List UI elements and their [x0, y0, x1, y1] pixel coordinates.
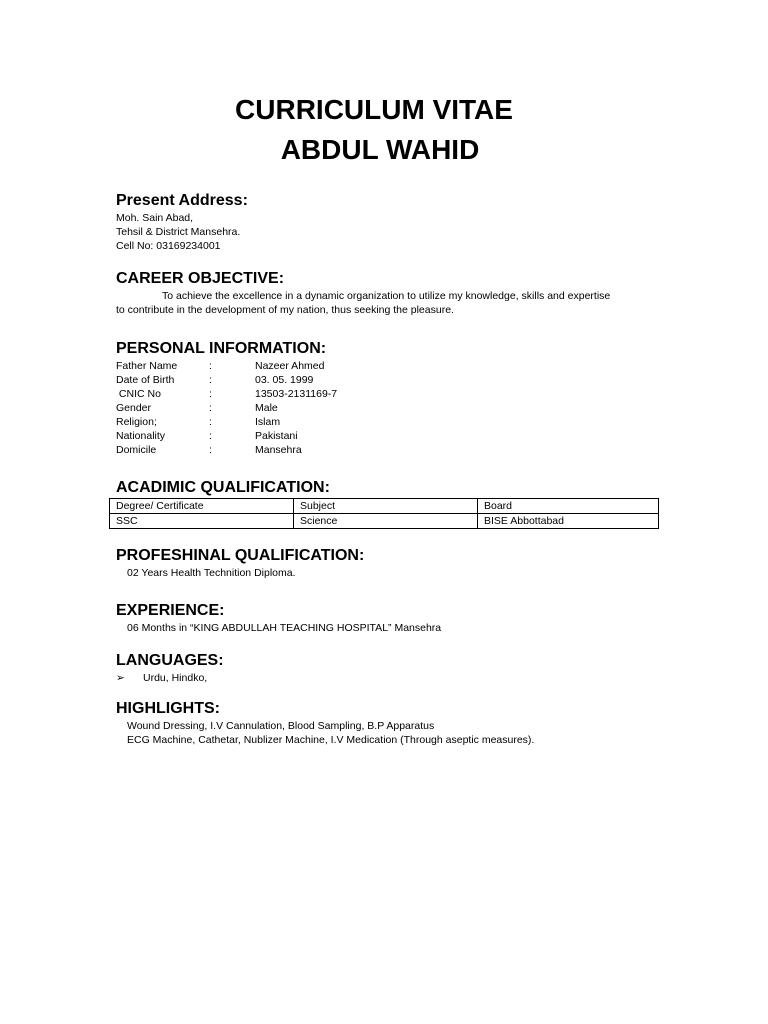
list-item-text: Urdu, Hindko,: [143, 672, 208, 684]
personal-row: [116, 373, 676, 387]
objective-section: [116, 271, 676, 317]
languages-section: [116, 653, 676, 685]
table-header-cell: Board: [478, 499, 659, 514]
personal-heading: PERSONAL INFORMATION:: [116, 340, 327, 357]
list-item-text: 06 Months in “KING ABDULLAH TEACHING HOSPITAL” Mansehra: [127, 622, 442, 634]
personal-value: 13503-2131169-7: [255, 388, 338, 400]
list-item-text: 02 Years Health Technition Diploma.: [127, 567, 296, 579]
table-header-cell: Subject: [294, 499, 478, 514]
experience-section: [116, 603, 676, 635]
address-line: Moh. Sain Abad,: [116, 212, 194, 224]
personal-value: Mansehra: [255, 444, 302, 456]
personal-label: Date of Birth: [116, 374, 175, 386]
list-item: [116, 733, 676, 747]
separator: :: [209, 374, 212, 386]
personal-row: [116, 401, 676, 415]
address-line: Tehsil & District Mansehra.: [116, 226, 241, 238]
personal-section: [116, 341, 676, 457]
personal-value: Pakistani: [255, 430, 298, 442]
separator: :: [209, 388, 212, 400]
separator: :: [209, 430, 212, 442]
list-item: [116, 719, 676, 733]
address-heading: Present Address:: [116, 192, 248, 209]
personal-label: Domicile: [116, 444, 157, 456]
highlights-section: [116, 701, 676, 747]
personal-value: Islam: [255, 416, 281, 428]
personal-row: [116, 443, 676, 457]
separator: :: [209, 416, 212, 428]
arrow-bullet-icon: ➢: [116, 672, 125, 684]
personal-label: Religion;: [116, 416, 157, 428]
list-item-text: ECG Machine, Cathetar, Nublizer Machine, I.V Medication (Through aseptic measures).: [127, 734, 535, 746]
list-item: [116, 621, 676, 635]
separator: :: [209, 444, 212, 456]
personal-row: [116, 387, 676, 401]
address-line: Cell No: 03169234001: [116, 240, 221, 252]
languages-heading: LANGUAGES:: [116, 652, 224, 669]
objective-text-line: To achieve the excellence in a dynamic organization to utilize my knowledge, skills and expertise: [162, 290, 611, 302]
highlights-heading: HIGHLIGHTS:: [116, 700, 220, 717]
academic-section: [116, 480, 676, 498]
separator: :: [209, 360, 212, 372]
personal-row: [116, 429, 676, 443]
academic-table: [109, 498, 659, 529]
address-section: [116, 193, 676, 253]
list-item: [116, 566, 676, 580]
table-cell: BISE Abbottabad: [478, 514, 659, 529]
personal-label: CNIC No: [116, 388, 161, 400]
experience-heading: EXPERIENCE:: [116, 602, 225, 619]
table-header-cell: Degree/ Certificate: [110, 499, 294, 514]
personal-value: Nazeer Ahmed: [255, 360, 325, 372]
personal-value: Male: [255, 402, 278, 414]
candidate-name: ABDUL WAHID: [280, 134, 480, 165]
table-cell: SSC: [110, 514, 294, 529]
table-row: [110, 514, 659, 529]
list-item-text: Wound Dressing, I.V Cannulation, Blood Sampling, B.P Apparatus: [127, 720, 435, 732]
professional-section: [116, 548, 676, 580]
personal-label: Nationality: [116, 430, 166, 442]
academic-heading: ACADIMIC QUALIFICATION:: [116, 479, 330, 496]
personal-row: [116, 415, 676, 429]
personal-label: Gender: [116, 402, 152, 414]
personal-row: [116, 359, 676, 373]
list-item: [116, 671, 676, 685]
personal-value: 03. 05. 1999: [255, 374, 314, 386]
professional-heading: PROFESHINAL QUALIFICATION:: [116, 547, 365, 564]
personal-label: Father Name: [116, 360, 178, 372]
document-title: CURRICULUM VITAE: [235, 94, 513, 125]
separator: :: [209, 402, 212, 414]
objective-heading: CAREER OBJECTIVE:: [116, 270, 285, 287]
table-cell: Science: [294, 514, 478, 529]
objective-text-line: to contribute in the development of my nation, thus seeking the pleasure.: [116, 304, 454, 316]
table-header-row: [110, 499, 659, 514]
